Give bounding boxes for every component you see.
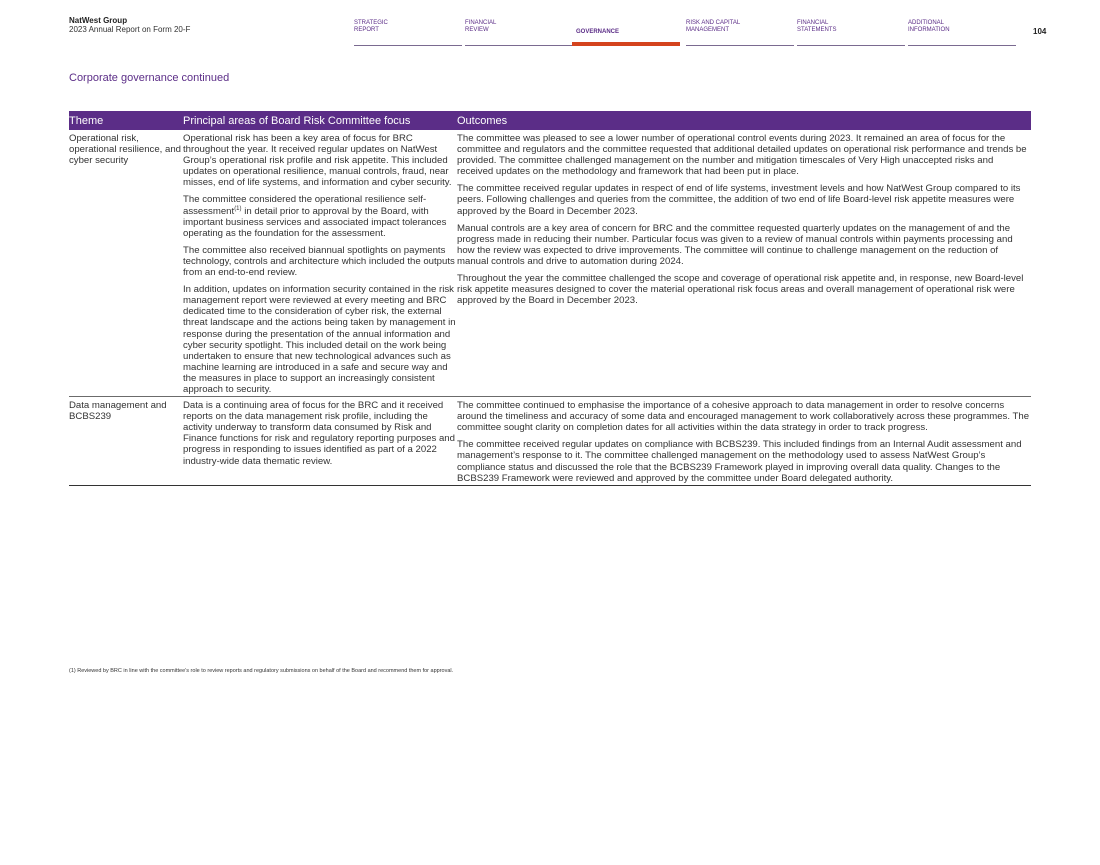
nav-label-line2: REVIEW: [465, 27, 489, 33]
board-risk-committee-table: [69, 111, 1031, 486]
areas-cell: [183, 397, 457, 486]
outcomes-paragraph: The committee was pleased to see a lower number of operational control events during 2023. It remained an area of focus for the committee and regulators and the committee requested that additional detailed updates on operational risk performance and trends be provided. The committee challenged management on the number and mitigation timescales of Very High unaccepted risks and received updates on the methodology and framework that had been put in place.: [457, 133, 1027, 178]
outcomes-paragraph: The committee received regular updates on compliance with BCBS239. This included findings from an Internal Audit assessment and management’s response to it. The committee challenged management on the methodology used to assess NatWest Group’s compliance status and discussed the role that the BCBS239 Framework played in improving overall data quality. Changes to the BCBS239 Framework were reviewed and approved by the committee under Board delegated authority.: [457, 439, 1022, 484]
areas-text: in detail prior to approval by the Board, with important business services and associated impact tolerances operating as the foundation for the assessment.: [183, 205, 447, 239]
outcomes-paragraph: Manual controls are a key area of concern for BRC and the committee requested quarterly updates on the management of and the progress made in reducing their number. Particular focus was given to a review of manual controls within payments processing and how the review was expected to drive improvements. The committee will continue to challenge management on the reduction of manual controls and drive to automation during 2024.: [457, 222, 1013, 267]
nav-label-line1: ADDITIONAL: [908, 20, 945, 26]
footnote: (1) Reviewed by BRC in line with the committee’s role to review reports and regulatory submissions on behalf of the Board and recommend them for approval.: [69, 668, 454, 674]
header-principal-areas: Principal areas of Board Risk Committee focus: [183, 111, 457, 130]
nav-label-line2: REPORT: [354, 27, 379, 33]
section-title: Corporate governance continued: [69, 72, 230, 84]
table-row: [69, 397, 1031, 486]
outcomes-cell: [457, 130, 1031, 397]
nav-additional-information[interactable]: [908, 20, 1016, 46]
nav-label-line1: STRATEGIC: [354, 20, 388, 26]
header-theme: Theme: [69, 111, 183, 130]
outcomes-cell: [457, 397, 1031, 486]
nav-risk-capital-management[interactable]: [686, 20, 794, 46]
brand-name: NatWest Group: [69, 16, 128, 25]
page-number: 104: [1033, 27, 1047, 36]
outcomes-paragraph: The committee received regular updates in respect of end of life systems, investment levels and how NatWest Group compared to its peers. Following challenges and queries from the committee, the addition of two end of life Board-level risk appetite measures were approved by the Board in December 2023.: [457, 183, 1021, 217]
areas-paragraph: The committee also received biannual spotlights on payments technology, controls and architecture which included the outputs from an end-to-end review.: [183, 244, 455, 279]
outcomes-paragraph: The committee continued to emphasise the importance of a cohesive approach to data management in order to resolve concerns around the timeliness and accuracy of some data and encouraged management to work collaboratively across these programmes. The committee sought clarity on completion dates for all activities within the data strategy in order to track progress.: [457, 400, 1030, 434]
areas-paragraph: Operational risk has been a key area of focus for BRC throughout the year. It received regular updates on NatWest Group’s operational risk profile and risk appetite. This included updates on operational resilience, manual controls, fraud, near misses, end of life systems, and information and cyber security.: [183, 133, 452, 189]
table-row: [69, 130, 1031, 397]
areas-paragraph: In addition, updates on information security contained in the risk management report were reviewed at every meeting and BRC dedicated time to the consideration of cyber risk, the external threat landscape and the actions being taken by management in response during the presentation of the annual information and cyber security spotlight. This included detail on the work being undertaken to ensure that new technological advances such as machine learning are introduced in a safe and secure way and the measures in place to support an increasingly consistent approach to security.: [183, 284, 456, 395]
nav-strategic-report[interactable]: [354, 20, 462, 46]
nav-label-line1: RISK AND CAPITAL: [686, 20, 741, 26]
areas-paragraph: Data is a continuing area of focus for the BRC and it received reports on the data management risk profile, including the activity underway to transform data consumed by Risk and Finance functions for risk and regulatory reporting purposes and progress in responding to issues identified as part of a 2022 industry-wide data thematic review.: [183, 400, 455, 467]
footnote-marker: (1): [234, 205, 242, 212]
nav-label-line2: MANAGEMENT: [686, 27, 730, 33]
table-header-row: [69, 111, 1031, 130]
nav-label-line2: INFORMATION: [908, 27, 950, 33]
theme-cell: Operational risk, operational resilience, and cyber security: [69, 130, 183, 397]
areas-paragraph: [183, 194, 457, 238]
nav-label-line1: FINANCIAL: [797, 20, 829, 26]
areas-cell: [183, 130, 457, 397]
brand-block: [69, 16, 190, 34]
outcomes-paragraph: Throughout the year the committee challenged the scope and coverage of operational risk appetite and, in response, new Board-level risk appetite measures designed to cover the material operational risk focus areas and overall management of operational risk were approved by the Board in December 2023.: [457, 273, 1024, 307]
nav-label-line2: STATEMENTS: [797, 27, 837, 33]
header-outcomes: Outcomes: [457, 111, 1031, 130]
report-subtitle: 2023 Annual Report on Form 20-F: [69, 25, 191, 34]
nav-label-line1: FINANCIAL: [465, 20, 497, 26]
nav-financial-statements[interactable]: [797, 20, 905, 46]
top-navigation-bar: [0, 0, 1100, 48]
nav-governance[interactable]: [572, 20, 680, 46]
nav-financial-review[interactable]: [465, 20, 573, 46]
theme-cell: Data management and BCBS239: [69, 397, 183, 486]
nav-label-line1: GOVERNANCE: [576, 29, 620, 35]
areas-text: The committee considered the operational resilience self-assessment: [183, 194, 427, 217]
